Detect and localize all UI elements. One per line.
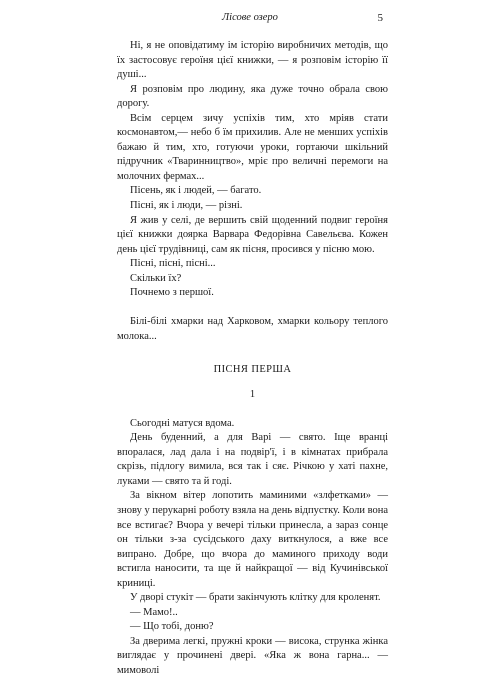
paragraph: За вікном вітер лопотить маминими «злфетками» — знову у перукарні роботу взяла на день відпустку. Коли вона все встигає? Вчора у вечері тільки принесла, а зараз сонце он тільки з-за сусідського даху виткнулося, а вже все випрано. Добре, що вчора до маминого приходу води встигла наносити, та ще й найкращої — від Кучинівської криниці. bbox=[117, 490, 388, 589]
paragraph: День буденний, а для Варі — свято. Іще вранці впоралася, лад дала і на подвір'ї, і в кімнатах прибрала скрізь, підлогу вимила, вся так і сяє. Річкою у хаті пахне, луками — свято та й годі. bbox=[117, 432, 388, 487]
paragraph: За дверима легкі, пружні кроки — висока, струнка жінка виглядає у прочинені двері. «Яка ж вона гарна... — мимоволі bbox=[117, 635, 388, 676]
dialogue-line: — Що тобі, доню? bbox=[130, 621, 214, 633]
paragraph: Пісень, як і людей, — багато. bbox=[130, 185, 262, 197]
section-title: ПІСНЯ ПЕРША bbox=[213, 364, 292, 376]
blank-line bbox=[117, 402, 388, 417]
running-title: Лісове озеро bbox=[222, 12, 278, 23]
paragraph: Пісні, як і люди, — різні. bbox=[130, 200, 243, 212]
paragraph: Я розповім про людину, яка дуже точно обрала свою дорогу. bbox=[117, 83, 388, 110]
paragraph: Пісні, пісні, пісні... bbox=[130, 258, 216, 270]
page-number: 5 bbox=[377, 12, 383, 24]
paragraph: Всім серцем зичу успіхів тим, хто мріяв стати космонавтом,— небо б їм прихилив. Але не менших успіхів бажаю й тим, хто, готуючи уроки, гортаючи шкільний підручник «Тваринництво», мріє про величні перемоги на молочних фермах... bbox=[117, 112, 388, 182]
paragraph: Я жив у селі, де вершить свій щоденний подвиг героїня цієї книжки доярка Варвара Федорівна Савельєва. Кожен день цієї трудівниці, сам як пісня, просився у пісню мою. bbox=[117, 214, 388, 255]
blank-line bbox=[117, 301, 388, 316]
chapter-number: 1 bbox=[249, 388, 256, 400]
paragraph: Сьогодні матуся вдома. bbox=[130, 417, 235, 429]
paragraph: Скільки їх? bbox=[130, 272, 182, 284]
paragraph: Почнемо з першої. bbox=[130, 287, 214, 299]
blank-line bbox=[117, 344, 388, 359]
paragraph: У дворі стукіт — брати закінчують клітку для кроленят. bbox=[130, 592, 381, 604]
paragraph: Ні, я не оповідатиму ім історію виробничих методів, що їх застосовує героїня цієї книжки, — я розповім історію її душі... bbox=[117, 40, 388, 81]
page-body bbox=[117, 39, 388, 679]
epigraph: Білі-білі хмарки над Харковом, хмарки кольору теплого молока... bbox=[117, 316, 388, 342]
dialogue-line: — Мамо!.. bbox=[130, 606, 178, 618]
